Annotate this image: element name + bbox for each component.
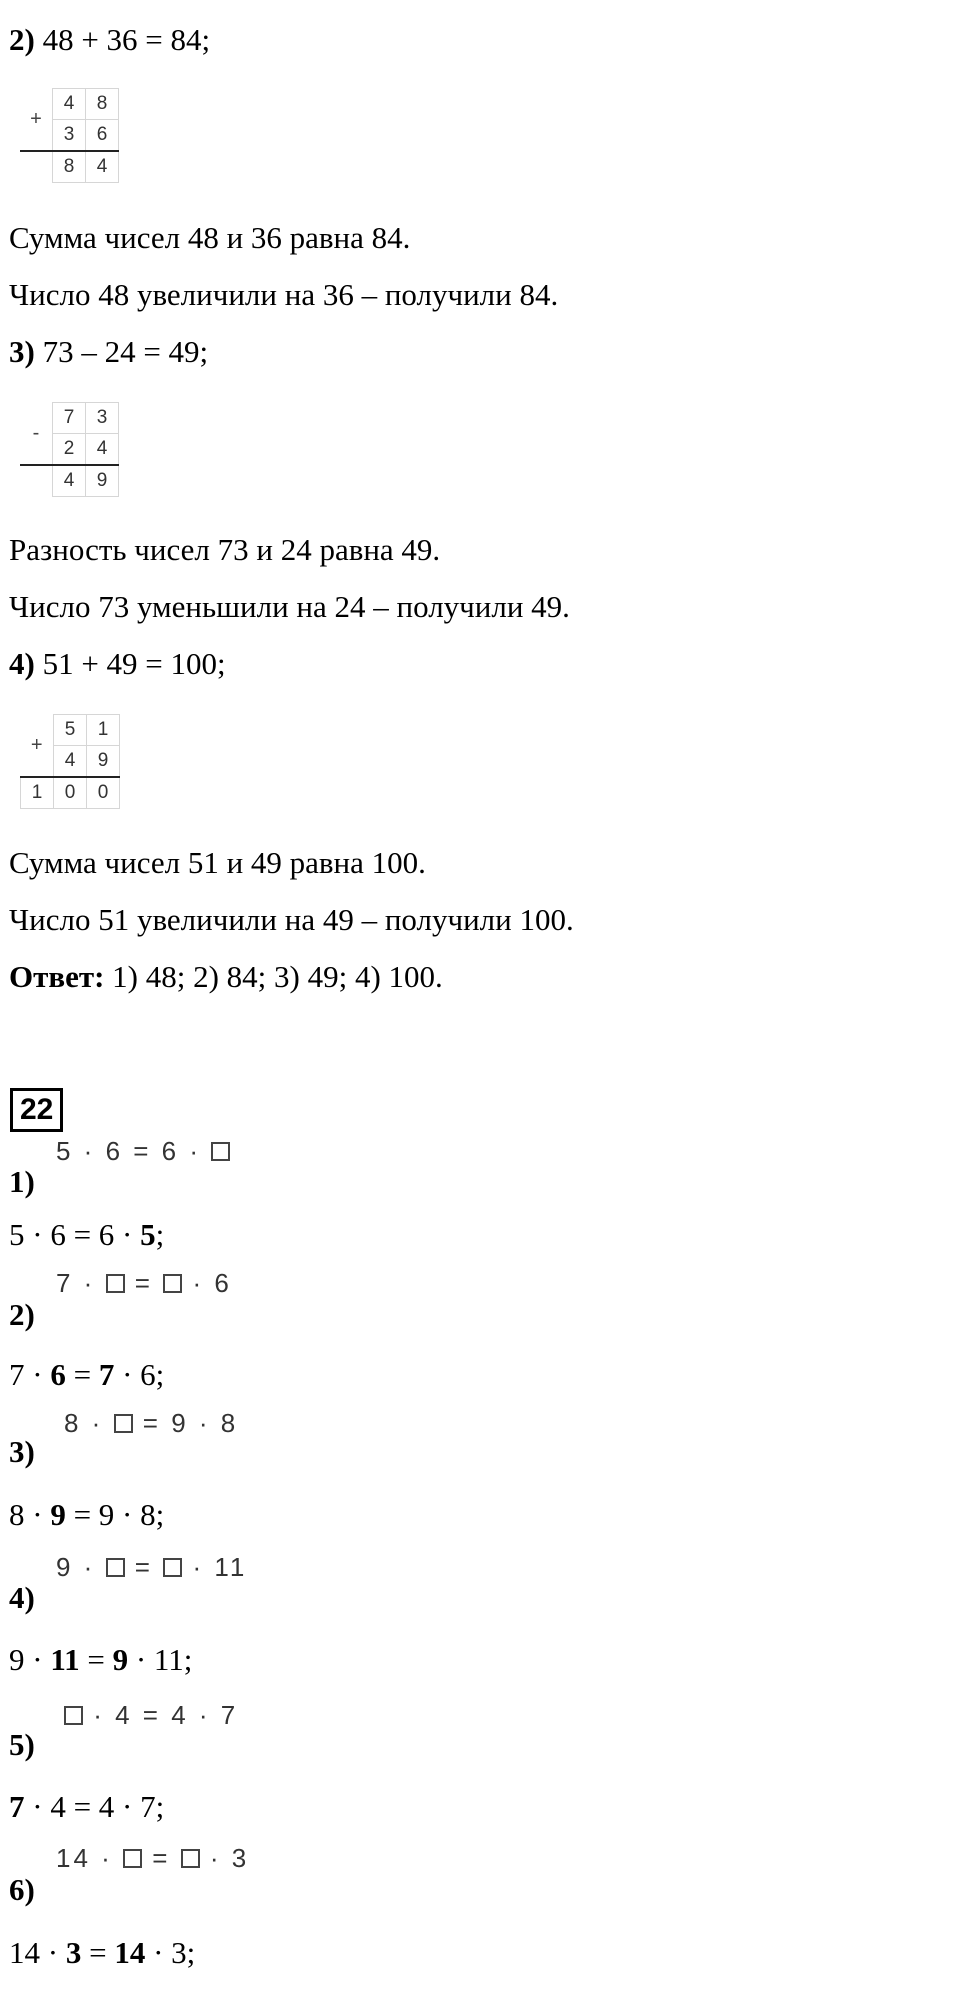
digit: 2 bbox=[53, 434, 86, 466]
part4-expression: 51 + 49 = 100; bbox=[34, 646, 226, 681]
digit: 1 bbox=[87, 715, 120, 746]
task4-solution: 9 · 11 = 9 · 11; bbox=[9, 1642, 193, 1677]
part2-sentence-2: Число 48 увеличили на 36 – получили 84. bbox=[9, 277, 559, 312]
task1-label: 1) bbox=[9, 1164, 35, 1199]
part2-column-addition bbox=[20, 88, 119, 183]
task6-label: 6) bbox=[9, 1872, 35, 1907]
digit: 3 bbox=[53, 120, 86, 152]
digit bbox=[20, 465, 53, 497]
empty-square-icon bbox=[211, 1142, 230, 1161]
task2-expression: 7 · = · 6 bbox=[56, 1268, 232, 1298]
empty-square-icon bbox=[163, 1274, 182, 1293]
part3-expression: 73 – 24 = 49; bbox=[34, 334, 209, 369]
digit: 1 bbox=[21, 777, 54, 809]
part3-column-subtraction bbox=[20, 402, 119, 497]
empty-square-icon bbox=[106, 1558, 125, 1577]
task3-expression: 8 · = 9 · 8 bbox=[64, 1408, 239, 1438]
part3-equation bbox=[9, 332, 208, 372]
empty-square-icon bbox=[163, 1558, 182, 1577]
answer-text: 1) 48; 2) 84; 3) 49; 4) 100. bbox=[104, 959, 443, 994]
task6-expression: 14 · = · 3 bbox=[56, 1843, 250, 1873]
part4-sentence-2: Число 51 увеличили на 49 – получили 100. bbox=[9, 902, 574, 937]
digit: 5 bbox=[54, 715, 87, 746]
digit: 4 bbox=[86, 434, 119, 466]
part4-sentence-1: Сумма чисел 51 и 49 равна 100. bbox=[9, 845, 426, 880]
part4-column-addition bbox=[20, 714, 120, 809]
task5-label: 5) bbox=[9, 1727, 35, 1762]
part3-label: 3) bbox=[9, 334, 35, 369]
digit: 8 bbox=[53, 151, 86, 183]
digit: 7 bbox=[53, 403, 86, 434]
task2-label: 2) bbox=[9, 1297, 35, 1332]
digit: 4 bbox=[53, 89, 86, 120]
operator: - bbox=[20, 403, 53, 466]
digit: 9 bbox=[87, 746, 120, 778]
empty-square-icon bbox=[114, 1414, 133, 1433]
task2-solution: 7 · 6 = 7 · 6; bbox=[9, 1357, 165, 1392]
digit bbox=[20, 151, 53, 183]
digit: 0 bbox=[54, 777, 87, 809]
empty-square-icon bbox=[64, 1706, 83, 1725]
answer-line bbox=[9, 957, 443, 997]
part2-label: 2) bbox=[9, 22, 35, 57]
problem-number-box: 22 bbox=[10, 1088, 63, 1132]
part4-equation bbox=[9, 644, 226, 684]
task1-expression: 5 · 6 = 6 · bbox=[56, 1136, 230, 1167]
empty-square-icon bbox=[181, 1849, 200, 1868]
digit: 6 bbox=[86, 120, 119, 152]
part2-equation bbox=[9, 20, 210, 60]
operator: + bbox=[20, 89, 53, 152]
part3-sentence-1: Разность чисел 73 и 24 равна 49. bbox=[9, 532, 441, 567]
task5-expression: · 4 = 4 · 7 bbox=[64, 1700, 238, 1731]
operator: + bbox=[21, 715, 54, 778]
empty-square-icon bbox=[123, 1849, 142, 1868]
task3-label: 3) bbox=[9, 1434, 35, 1469]
part2-sentence-1: Сумма чисел 48 и 36 равна 84. bbox=[9, 220, 411, 255]
task4-label: 4) bbox=[9, 1580, 35, 1615]
task1-solution: 5 · 6 = 6 · 5; bbox=[9, 1217, 165, 1252]
digit: 3 bbox=[86, 403, 119, 434]
digit: 0 bbox=[87, 777, 120, 809]
digit: 9 bbox=[86, 465, 119, 497]
task4-expression: 9 · = · 11 bbox=[56, 1552, 248, 1582]
part2-expression: 48 + 36 = 84; bbox=[34, 22, 211, 57]
part4-label: 4) bbox=[9, 646, 35, 681]
task6-solution: 14 · 3 = 14 · 3; bbox=[9, 1935, 196, 1970]
task3-solution: 8 · 9 = 9 · 8; bbox=[9, 1497, 165, 1532]
digit: 4 bbox=[54, 746, 87, 778]
digit: 8 bbox=[86, 89, 119, 120]
answer-label: Ответ: bbox=[9, 959, 105, 994]
part3-sentence-2: Число 73 уменьшили на 24 – получили 49. bbox=[9, 589, 570, 624]
digit: 4 bbox=[86, 151, 119, 183]
task5-solution: 7 · 4 = 4 · 7; bbox=[9, 1789, 165, 1824]
digit: 4 bbox=[53, 465, 86, 497]
empty-square-icon bbox=[106, 1274, 125, 1293]
